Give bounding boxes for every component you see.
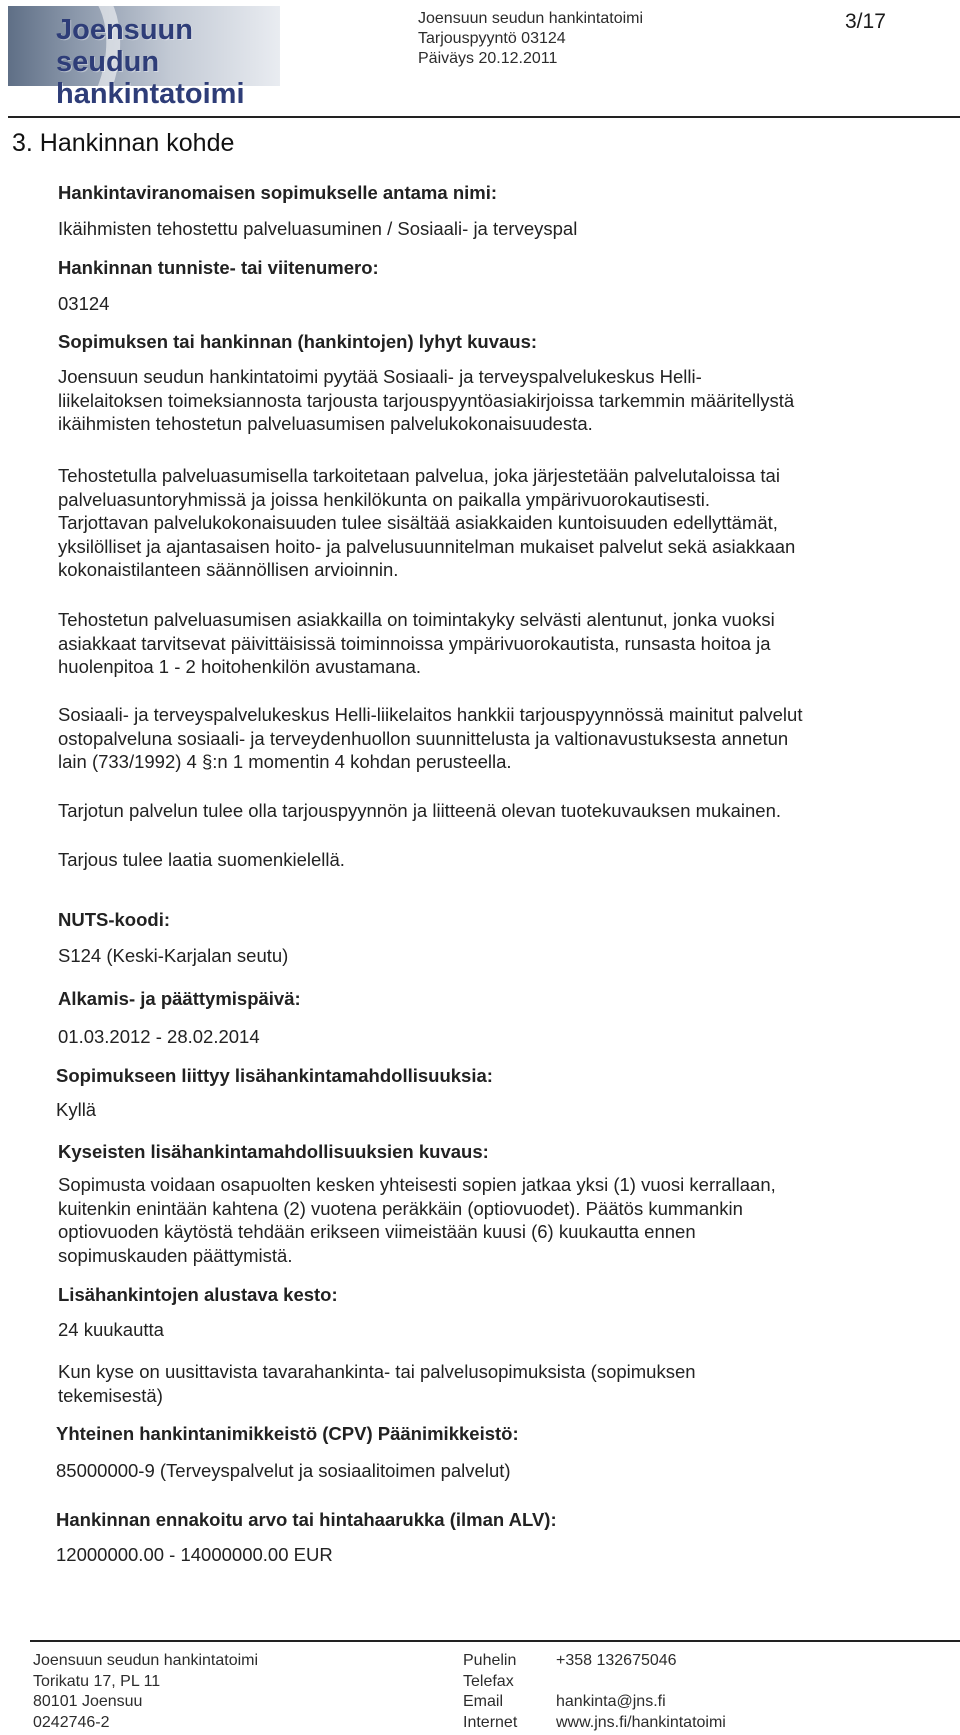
procurement-id-value: 03124 <box>58 293 110 314</box>
paragraph-line: Sopimusta voidaan osapuolten kesken yhteisesti sopien jatkaa yksi (1) vuosi kerrallaan, <box>58 1174 776 1195</box>
options-duration-label: Lisähankintojen alustava kesto: <box>58 1284 338 1305</box>
paragraph-line: tekemisestä) <box>58 1384 163 1406</box>
paragraph-line: lain (733/1992) 4 §:n 1 momentin 4 kohdan perusteella. <box>58 751 512 772</box>
footer-contact-values <box>556 1651 726 1733</box>
page-number: 3/17 <box>845 10 886 33</box>
paragraph-line: asiakkaat tarvitsevat päivittäisissä toiminnoissa ympärivuorokautista, runsasta hoitoa ja <box>58 632 771 654</box>
paragraph-line: ostopalveluna sosiaali- ja terveydenhuollon suunnittelusta ja valtionavustuksesta annetun <box>58 727 789 749</box>
paragraph-line: Sosiaali- ja terveyspalvelukeskus Helli-liikelaitos hankkii tarjouspyynnössä mainitut palvelut <box>58 704 803 725</box>
logo-wordmark <box>56 14 280 110</box>
fax-value <box>556 1672 726 1693</box>
footer-organization: Joensuun seudun hankintatoimi <box>33 1652 259 1669</box>
estimated-value-amount: 12000000.00 - 14000000.00 EUR <box>56 1544 333 1565</box>
internet-label: Internet <box>463 1713 518 1731</box>
nuts-code-label: NUTS-koodi: <box>58 909 171 930</box>
phone-value: +358 132675046 <box>556 1652 677 1669</box>
description-paragraph-3 <box>58 608 938 679</box>
description-paragraph-5: Tarjotun palvelun tulee olla tarjouspyynnön ja liitteenä olevan tuotekuvauksen mukainen. <box>58 800 781 821</box>
paragraph-line: kokonaistilanteen säännöllisen arvioinnin. <box>58 559 399 580</box>
email-label: Email <box>463 1693 504 1710</box>
email-value[interactable]: hankinta@jns.fi <box>556 1693 666 1710</box>
description-paragraph-4 <box>58 703 938 774</box>
footer-street: Torikatu 17, PL 11 <box>33 1672 161 1690</box>
page-header <box>0 0 960 118</box>
header-organization: Joensuun seudun hankintatoimi <box>418 10 644 27</box>
estimated-value-label: Hankinnan ennakoitu arvo tai hintahaarukka (ilman ALV): <box>56 1509 557 1530</box>
paragraph-line: Tehostetun palveluasumisen asiakkailla on toimintakyky selvästi alentunut, jonka vuoksi <box>58 609 775 630</box>
cpv-label: Yhteinen hankintanimikkeistö (CPV) Päänimikkeistö: <box>56 1423 519 1444</box>
footer-postal: 80101 Joensuu <box>33 1693 143 1710</box>
paragraph-line: huolenpitoa 1 - 2 hoitohenkilön avustamana. <box>58 656 422 677</box>
description-paragraph-2 <box>58 464 938 582</box>
paragraph-line: sopimuskauden päättymistä. <box>58 1244 293 1266</box>
start-end-date-value: 01.03.2012 - 28.02.2014 <box>58 1026 260 1047</box>
renewal-note <box>58 1360 938 1407</box>
organization-logo <box>8 6 280 110</box>
procurement-id-label: Hankinnan tunniste- tai viitenumero: <box>58 257 379 278</box>
footer-business-id: 0242746-2 <box>33 1713 110 1731</box>
description-paragraph-1 <box>58 365 938 436</box>
website-value[interactable]: www.jns.fi/hankintatoimi <box>556 1713 726 1731</box>
contract-name-value: Ikäihmisten tehostettu palveluasuminen / Sosiaali- ja terveyspal <box>58 218 578 239</box>
paragraph-line: liikelaitoksen toimeksiannosta tarjousta tarjouspyyntöasiakirjoissa tarkemmin määritellystä <box>58 389 795 411</box>
header-info <box>418 9 643 69</box>
additional-options-value: Kyllä <box>56 1099 97 1120</box>
options-description-label: Kyseisten lisähankintamahdollisuuksien kuvaus: <box>58 1141 489 1162</box>
paragraph-line: Joensuun seudun hankintatoimi pyytää Sosiaali- ja terveyspalvelukeskus Helli- <box>58 366 702 387</box>
additional-options-label: Sopimukseen liittyy lisähankintamahdollisuuksia: <box>56 1065 493 1086</box>
logo-line-1: Joensuun seudun <box>56 14 193 78</box>
paragraph-line: optiovuoden käytöstä tehdään erikseen viimeistään kuusi (6) kuukautta ennen <box>58 1221 696 1242</box>
footer-divider <box>30 1640 960 1642</box>
paragraph-line: yksilölliset ja ajantasaisen hoito- ja palvelusuunnitelman mukaiset palvelut sekä asiakkaan <box>58 535 796 557</box>
header-divider <box>8 116 960 118</box>
phone-label: Puhelin <box>463 1652 517 1669</box>
paragraph-line: kuitenkin enintään kahtena (2) vuotena peräkkäin (optiovuodet). Päätös kummankin <box>58 1197 743 1219</box>
footer-contact-labels <box>463 1651 517 1733</box>
header-date: Päiväys 20.12.2011 <box>418 50 558 67</box>
fax-label: Telefax <box>463 1672 514 1690</box>
cpv-value: 85000000-9 (Terveyspalvelut ja sosiaalitoimen palvelut) <box>56 1460 511 1481</box>
footer-address <box>33 1651 258 1733</box>
description-paragraph-6: Tarjous tulee laatia suomenkielellä. <box>58 849 345 870</box>
header-document-reference: Tarjouspyyntö 03124 <box>418 30 566 47</box>
paragraph-line: ikäihmisten tehostetun palveluasumisen palvelukokonaisuudesta. <box>58 413 593 434</box>
nuts-code-value: S124 (Keski-Karjalan seutu) <box>58 945 289 966</box>
paragraph-line: Tarjottavan palvelukokonaisuuden tulee sisältää asiakkaiden kuntoisuuden edellyttämät, <box>58 512 778 533</box>
paragraph-line: palveluasuntoryhmissä ja joissa henkilökunta on paikalla ympärivuorokautisesti. <box>58 488 710 510</box>
paragraph-line: Kun kyse on uusittavista tavarahankinta- tai palvelusopimuksista (sopimuksen <box>58 1361 696 1382</box>
options-description <box>58 1173 938 1267</box>
start-end-date-label: Alkamis- ja päättymispäivä: <box>58 988 301 1009</box>
section-title: 3. Hankinnan kohde <box>12 129 235 157</box>
logo-line-2: hankintatoimi <box>56 78 245 110</box>
contract-name-label: Hankintaviranomaisen sopimukselle antama nimi: <box>58 182 498 203</box>
short-description-label: Sopimuksen tai hankinnan (hankintojen) lyhyt kuvaus: <box>58 331 538 352</box>
paragraph-line: Tehostetulla palveluasumisella tarkoitetaan palvelua, joka järjestetään palvelutaloissa tai <box>58 465 780 486</box>
options-duration-value: 24 kuukautta <box>58 1319 164 1340</box>
